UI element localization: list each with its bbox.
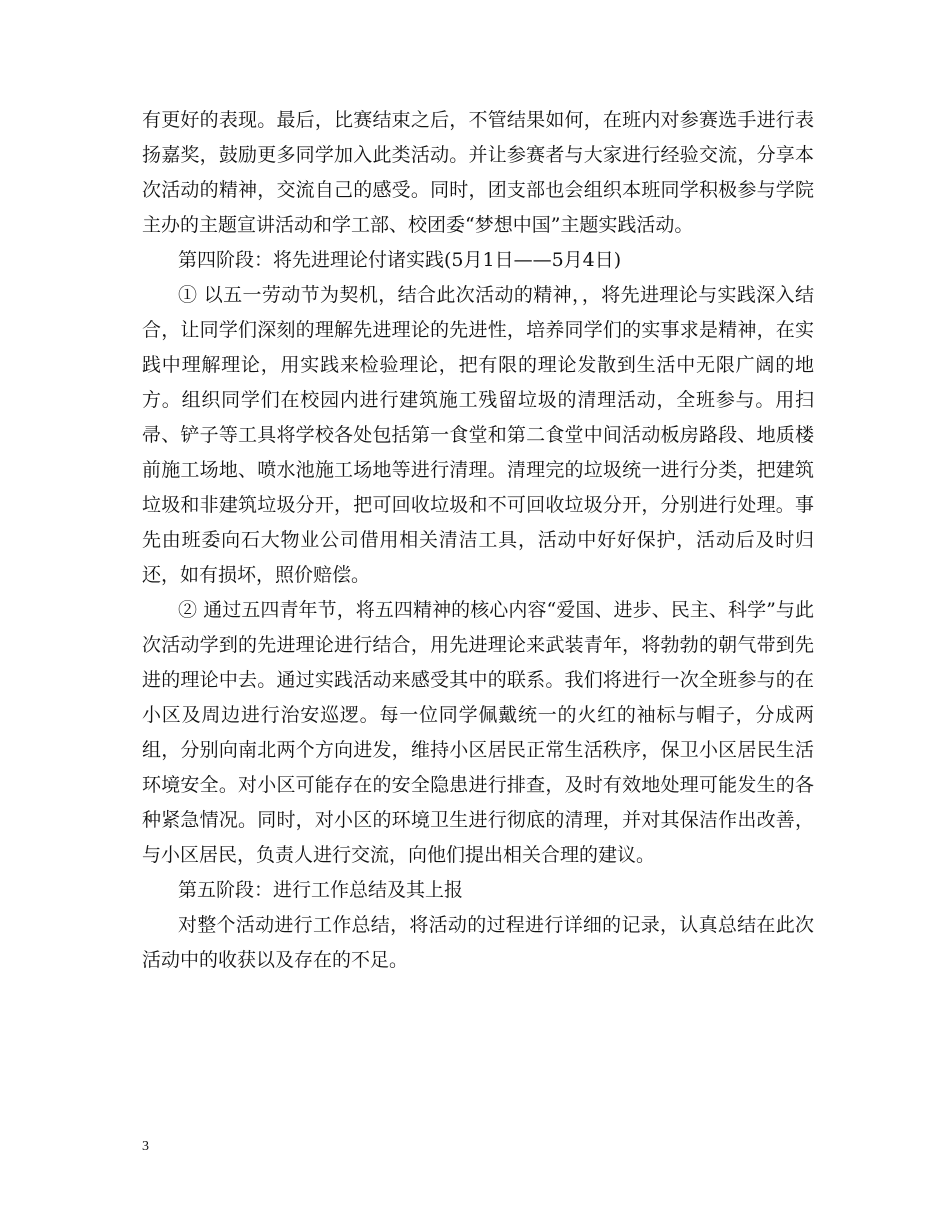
document-body xyxy=(142,103,814,978)
stage-four-heading: 第四阶段：将先进理论付诸实践(5月1日——5月4日) xyxy=(178,249,622,271)
page-number: 3 xyxy=(142,1139,149,1154)
paragraph-item-two: ② 通过五四青年节，将五四精神的核心内容“爱国、进步、民主、科学”与此次活动学到的先进理论进行结合，用先进理论来武装青年，将勃勃的朝气带到先进的理论中去。通过实践活动来感受其中的联系。我们将进行一次全班参与的在小区及周边进行治安巡逻。每一位同学佩戴统一的火红的袖标与帽子，分成两组，分别向南北两个方向进发，维持小区居民正常生活秩序，保卫小区居民生活环境安全。对小区可能存在的安全隐患进行排查，及时有效地处理可能发生的各种紧急情况。同时，对小区的环境卫生进行彻底的清理，并对其保洁作出改善，与小区居民，负责人进行交流，向他们提出相关合理的建议。 xyxy=(142,599,814,866)
paragraph-item-one: ① 以五一劳动节为契机，结合此次活动的精神，，将先进理论与实践深入结合，让同学们深刻的理解先进理论的先进性，培养同学们的实事求是精神，在实践中理解理论，用实践来检验理论，把有限的理论发散到生活中无限广阔的地方。组织同学们在校园内进行建筑施工残留垃圾的清理活动，全班参与。用扫帚、铲子等工具将学校各处包括第一食堂和第二食堂中间活动板房路段、地质楼前施工场地、喷水池施工场地等进行清理。清理完的垃圾统一进行分类，把建筑垃圾和非建筑垃圾分开，把可回收垃圾和不可回收垃圾分开，分别进行处理。事先由班委向石大物业公司借用相关清洁工具，活动中好好保护，活动后及时归还，如有损坏，照价赔偿。 xyxy=(142,284,814,586)
paragraph-continuation: 有更好的表现。最后，比赛结束之后，不管结果如何，在班内对参赛选手进行表扬嘉奖，鼓励更多同学加入此类活动。并让参赛者与大家进行经验交流，分享本次活动的精神，交流自己的感受。同时，团支部也会组织本班同学积极参与学院主办的主题宣讲活动和学工部、校团委“梦想中国”主题实践活动。 xyxy=(142,109,814,236)
stage-five-heading: 第五阶段：进行工作总结及其上报 xyxy=(178,879,464,901)
paragraph-summary: 对整个活动进行工作总结，将活动的过程进行详细的记录，认真总结在此次活动中的收获以及存在的不足。 xyxy=(142,914,814,971)
